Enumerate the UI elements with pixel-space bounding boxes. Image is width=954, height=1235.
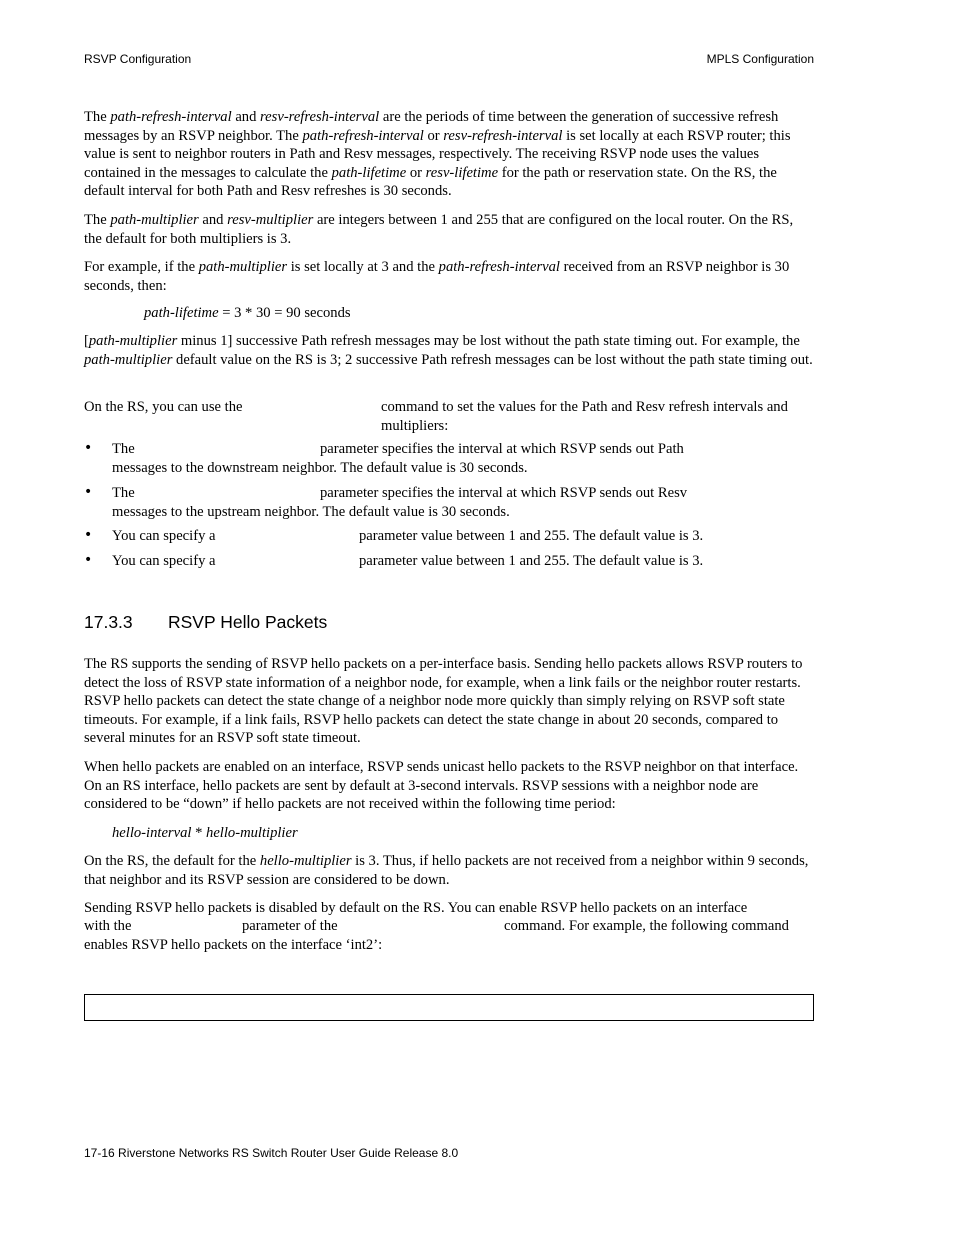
running-header-left: RSVP Configuration <box>84 52 192 66</box>
equation-hello-timeout: hello-interval * hello-multiplier <box>112 825 298 841</box>
bullet-icon: • <box>84 552 93 568</box>
bullet-icon: • <box>84 527 93 543</box>
paragraph-hello-intro: The RS supports the sending of RSVP hello packets on a per-interface basis. Sending hello packets allows RSVP routers to detect the loss of RSVP state information of a neighbor node, for example, when a link fails or the neighbor router restarts. RSVP hello packets can detect the state change of a neighbor node more quickly than simply relying on RSVP soft state timeouts. For example, if a link fails, RSVP hello packets can detect the state change in about 20 seconds, compared to several minutes for an RSVP soft state timeout. <box>84 656 803 747</box>
page-footer: 17-16 Riverstone Networks RS Switch Router User Guide Release 8.0 <box>84 1146 459 1160</box>
bullet-icon: • <box>84 484 93 500</box>
section-number: 17.3.3 <box>84 612 133 632</box>
command-example-box <box>84 994 814 1021</box>
bullet-icon: • <box>84 440 93 456</box>
section-title: RSVP Hello Packets <box>168 612 328 632</box>
running-header-right: MPLS Configuration <box>706 52 814 66</box>
paragraph-lost-messages: [path-multiplier minus 1] successive Path refresh messages may be lost without the path state timing out. For example, the path-multiplier default value on the RS is 3; 2 successive Path refresh messages can be lost without the path state timing out. <box>84 333 813 368</box>
paragraph-hello-multiplier: On the RS, the default for the hello-multiplier is 3. Thus, if hello packets are not received from a neighbor within 9 seconds, that neighbor and its RSVP session are considered to be down. <box>84 853 809 888</box>
equation-path-lifetime: path-lifetime = 3 * 30 = 90 seconds <box>144 305 351 321</box>
paragraph-refresh-interval: The path-refresh-interval and resv-refresh-interval are the periods of time between the generation of successive refresh messages by an RSVP neighbor. The path-refresh-interval or resv-refresh-interval is set locally at each RSVP router; this value is sent to neighbor routers in Path and Resv messages, respectively. The receiving RSVP node uses the values contained in the messages to calculate the path-lifetime or resv-lifetime for the path or reservation state. On the RS, the default interval for both Path and Resv refreshes is 30 seconds. <box>84 109 791 200</box>
paragraph-hello-enabled: When hello packets are enabled on an interface, RSVP sends unicast hello packets to the RSVP neighbor on that interface. On an RS interface, hello packets are sent by default at 3-second intervals. RSVP sessions with a neighbor node are considered to be “down” if hello packets are not received within the following time period: <box>84 759 799 813</box>
paragraph-example: For example, if the path-multiplier is set locally at 3 and the path-refresh-interval received from an RSVP neighbor is 30 seconds, then: <box>84 259 790 294</box>
paragraph-multipliers: The path-multiplier and resv-multiplier are integers between 1 and 255 that are configured on the local router. On the RS, the default for both multipliers is 3. <box>84 212 794 247</box>
